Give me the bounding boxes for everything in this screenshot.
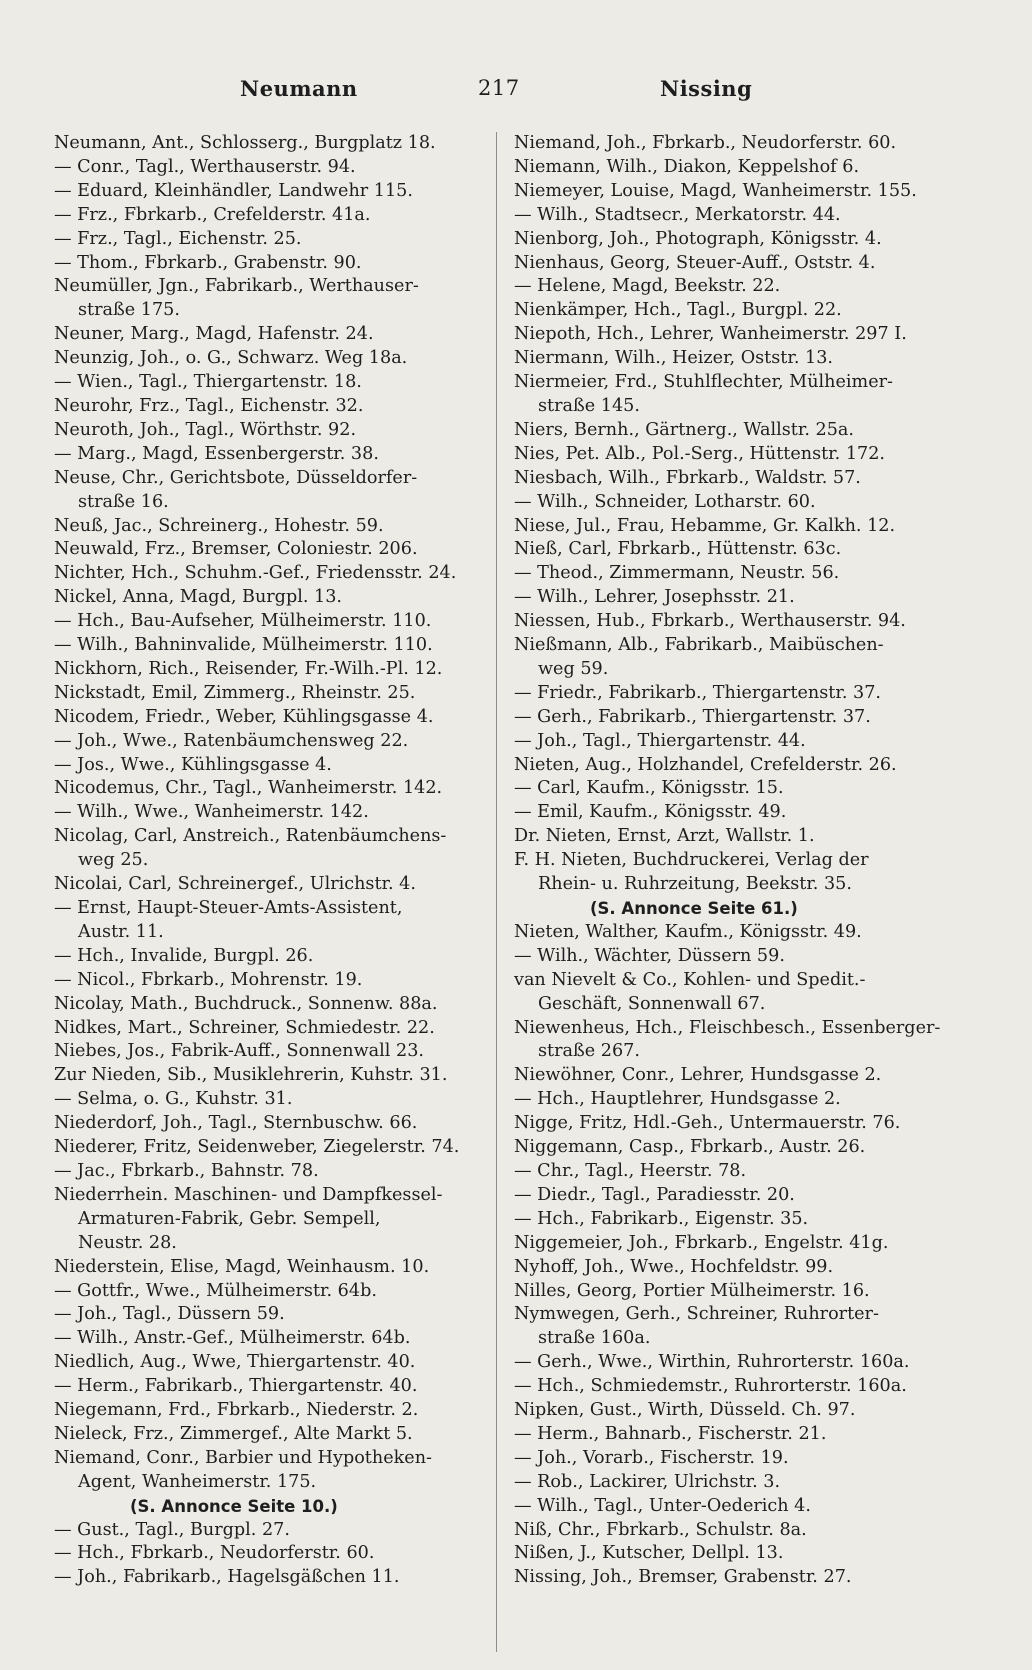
directory-entry: — Herm., Fabrikarb., Thiergartenstr. 40. [54, 1376, 418, 1397]
directory-entry: Austr. 11. [78, 921, 164, 942]
column-divider [496, 132, 497, 1652]
directory-entry: Zur Nieden, Sib., Musiklehrerin, Kuhstr. 31. [54, 1065, 448, 1086]
directory-entry: Neumüller, Jgn., Fabrikarb., Werthauser- [54, 276, 419, 297]
directory-entry: Neumann, Ant., Schlosserg., Burgplatz 18. [54, 133, 436, 153]
directory-entry: Nickel, Anna, Magd, Burgpl. 13. [54, 587, 343, 608]
directory-entry: — Wilh., Schneider, Lotharstr. 60. [514, 491, 816, 512]
directory-entry: — Friedr., Fabrikarb., Thiergartenstr. 37. [514, 682, 881, 703]
directory-entry: straße 16. [78, 491, 169, 512]
directory-entry: Nicolai, Carl, Schreinergef., Ulrichstr. 4. [54, 874, 416, 895]
directory-entry: Nymwegen, Gerh., Schreiner, Ruhrorter- [514, 1304, 879, 1325]
directory-entry: Neuß, Jac., Schreinerg., Hohestr. 59. [54, 515, 384, 536]
right-column [514, 132, 944, 1590]
directory-entry: — Rob., Lackirer, Ulrichstr. 3. [514, 1471, 781, 1492]
directory-entry: Nienborg, Joh., Photograph, Königsstr. 4. [514, 228, 882, 249]
directory-entry: Dr. Nieten, Ernst, Arzt, Wallstr. 1. [514, 826, 815, 847]
directory-entry: — Herm., Bahnarb., Fischerstr. 21. [514, 1423, 827, 1444]
directory-entry: Niederdorf, Joh., Tagl., Sternbuschw. 66. [54, 1113, 418, 1134]
left-column [54, 132, 482, 1590]
directory-entry: — Ernst, Haupt-Steuer-Amts-Assistent, [54, 898, 403, 918]
directory-entry: — Marg., Magd, Essenbergerstr. 38. [54, 443, 379, 464]
directory-entry: Nißen, J., Kutscher, Dellpl. 13. [514, 1543, 784, 1564]
directory-entry: Niewenheus, Hch., Fleischbesch., Essenberger- [514, 1017, 941, 1038]
directory-entry: Neuse, Chr., Gerichtsbote, Düsseldorfer- [54, 467, 418, 488]
directory-entry: — Joh., Tagl., Thiergartenstr. 44. [514, 730, 806, 751]
directory-entry: — Wilh., Lehrer, Josephsstr. 21. [514, 587, 795, 608]
directory-entry: — Hch., Invalide, Burgpl. 26. [54, 945, 314, 966]
directory-entry: — Thom., Fbrkarb., Grabenstr. 90. [54, 252, 362, 273]
directory-entry: F. H. Nieten, Buchdruckerei, Verlag der [514, 850, 869, 871]
directory-entry: Armaturen-Fabrik, Gebr. Sempell, [78, 1208, 381, 1229]
directory-entry: Niß, Chr., Fbrkarb., Schulstr. 8a. [514, 1519, 807, 1540]
directory-entry: — Theod., Zimmermann, Neustr. 56. [514, 563, 840, 584]
directory-entry: — Hch., Fbrkarb., Neudorferstr. 60. [54, 1543, 375, 1564]
directory-entry: Nieleck, Frz., Zimmergef., Alte Markt 5. [54, 1423, 413, 1444]
directory-entry: — Emil, Kaufm., Königsstr. 49. [514, 802, 787, 823]
directory-entry: Nicodemus, Chr., Tagl., Wanheimerstr. 142. [54, 778, 443, 799]
directory-entry: Niemeyer, Louise, Magd, Wanheimerstr. 155. [514, 180, 917, 201]
directory-entry: straße 145. [538, 395, 640, 416]
directory-entry: straße 160a. [538, 1328, 651, 1349]
directory-entry: — Jos., Wwe., Kühlingsgasse 4. [54, 754, 332, 775]
directory-entry: Nicolay, Math., Buchdruck., Sonnenw. 88a. [54, 993, 438, 1014]
directory-entry: Nyhoff, Joh., Wwe., Hochfeldstr. 99. [514, 1256, 834, 1277]
directory-entry: straße 267. [538, 1041, 640, 1062]
directory-entry: — Hch., Fabrikarb., Eigenstr. 35. [514, 1208, 809, 1229]
directory-entry: Nichter, Hch., Schuhm.-Gef., Friedensstr. 24. [54, 563, 457, 584]
directory-entry: — Conr., Tagl., Werthauserstr. 94. [54, 156, 356, 177]
directory-entry: Niemand, Conr., Barbier und Hypotheken- [54, 1447, 432, 1468]
directory-entry: Nießmann, Alb., Fabrikarb., Maibüschen- [514, 635, 884, 656]
directory-entry: Nieten, Walther, Kaufm., Königsstr. 49. [514, 921, 862, 942]
directory-entry: — Hch., Bau-Aufseher, Mülheimerstr. 110. [54, 611, 432, 632]
directory-entry: — Gerh., Wwe., Wirthin, Ruhrorterstr. 160a. [514, 1352, 910, 1373]
directory-entry: Niegemann, Frd., Fbrkarb., Niederstr. 2. [54, 1400, 419, 1421]
directory-entry: — Wilh., Wwe., Wanheimerstr. 142. [54, 802, 369, 823]
directory-entry: Niedlich, Aug., Wwe, Thiergartenstr. 40. [54, 1352, 416, 1373]
directory-entry: Niepoth, Hch., Lehrer, Wanheimerstr. 297 I. [514, 324, 907, 345]
directory-entry: Niebes, Jos., Fabrik-Auff., Sonnenwall 23. [54, 1041, 424, 1062]
directory-entry: Niermann, Wilh., Heizer, Oststr. 13. [514, 348, 833, 369]
directory-entry: Niggemeier, Joh., Fbrkarb., Engelstr. 41g. [514, 1232, 889, 1253]
directory-entry: weg 25. [78, 850, 149, 871]
directory-entry: — Gottfr., Wwe., Mülheimerstr. 64b. [54, 1280, 377, 1301]
directory-entry: Nickstadt, Emil, Zimmerg., Rheinstr. 25. [54, 682, 416, 703]
directory-entry: Nieten, Aug., Holzhandel, Crefelderstr. 26. [514, 754, 897, 775]
directory-entry: Niewöhner, Conr., Lehrer, Hundsgasse 2. [514, 1065, 882, 1086]
directory-entry: Neuwald, Frz., Bremser, Coloniestr. 206. [54, 539, 418, 560]
directory-entry: Rhein- u. Ruhrzeitung, Beekstr. 35. [538, 874, 852, 895]
page-number: 217 [478, 76, 520, 100]
directory-entry: Nilles, Georg, Portier Mülheimerstr. 16. [514, 1280, 870, 1301]
directory-entry: Nies, Pet. Alb., Pol.-Serg., Hüttenstr. 172. [514, 443, 886, 464]
directory-entry: — Joh., Tagl., Düssern 59. [54, 1304, 285, 1325]
directory-entry: Neustr. 28. [78, 1232, 177, 1253]
directory-entry: — Wilh., Stadtsecr., Merkatorstr. 44. [514, 204, 841, 225]
directory-entry: — Helene, Magd, Beekstr. 22. [514, 276, 781, 297]
directory-entry: Niederer, Fritz, Seidenweber, Ziegelerstr. 74. [54, 1137, 460, 1158]
directory-entry: Agent, Wanheimerstr. 175. [78, 1471, 317, 1492]
directory-entry: — Nicol., Fbrkarb., Mohrenstr. 19. [54, 969, 363, 990]
annonce-note: (S. Annonce Seite 10.) [130, 1496, 338, 1516]
directory-entry: Niederstein, Elise, Magd, Weinhausm. 10. [54, 1256, 430, 1277]
directory-entry: Nissing, Joh., Bremser, Grabenstr. 27. [514, 1567, 852, 1588]
directory-entry: — Frz., Fbrkarb., Crefelderstr. 41a. [54, 204, 371, 225]
directory-entry: — Wilh., Bahninvalide, Mülheimerstr. 110. [54, 635, 433, 656]
directory-entry: Niederrhein. Maschinen- und Dampfkessel- [54, 1184, 443, 1205]
directory-entry: Neunzig, Joh., o. G., Schwarz. Weg 18a. [54, 348, 408, 369]
directory-entry: Nigge, Fritz, Hdl.-Geh., Untermauerstr. 76. [514, 1113, 901, 1134]
directory-entry: Neuner, Marg., Magd, Hafenstr. 24. [54, 324, 374, 345]
directory-entry: — Frz., Tagl., Eichenstr. 25. [54, 228, 302, 249]
directory-entry: Nienhaus, Georg, Steuer-Auff., Oststr. 4. [514, 252, 876, 273]
running-header-right: Nissing [660, 76, 753, 101]
directory-entry: — Hch., Schmiedemstr., Ruhrorterstr. 160a. [514, 1376, 907, 1397]
directory-entry: Niemann, Wilh., Diakon, Keppelshof 6. [514, 156, 860, 177]
directory-entry: — Wien., Tagl., Thiergartenstr. 18. [54, 372, 362, 393]
annonce-note: (S. Annonce Seite 61.) [590, 899, 798, 918]
directory-entry: van Nievelt & Co., Kohlen- und Spedit.- [514, 969, 866, 990]
directory-entry: — Hch., Hauptlehrer, Hundsgasse 2. [514, 1089, 841, 1110]
directory-entry: Nicodem, Friedr., Weber, Kühlingsgasse 4. [54, 706, 434, 727]
directory-entry: Niessen, Hub., Fbrkarb., Werthauserstr. 94. [514, 611, 906, 632]
directory-entry: — Wilh., Anstr.-Gef., Mülheimerstr. 64b. [54, 1328, 411, 1349]
directory-entry: Geschäft, Sonnenwall 67. [538, 993, 766, 1014]
directory-entry: — Diedr., Tagl., Paradiesstr. 20. [514, 1184, 795, 1205]
directory-entry: straße 175. [78, 300, 180, 321]
directory-entry: Neuroth, Joh., Tagl., Wörthstr. 92. [54, 419, 357, 440]
directory-entry: — Joh., Wwe., Ratenbäumchensweg 22. [54, 730, 409, 751]
directory-entry: — Joh., Fabrikarb., Hagelsgäßchen 11. [54, 1567, 400, 1588]
directory-entry: Niese, Jul., Frau, Hebamme, Gr. Kalkh. 12. [514, 515, 896, 536]
directory-entry: Nickhorn, Rich., Reisender, Fr.-Wilh.-Pl. 12. [54, 658, 443, 679]
directory-entry: — Chr., Tagl., Heerstr. 78. [514, 1160, 747, 1181]
directory-entry: Neurohr, Frz., Tagl., Eichenstr. 32. [54, 395, 364, 416]
directory-entry: — Carl, Kaufm., Königsstr. 15. [514, 778, 784, 799]
directory-entry: Niemand, Joh., Fbrkarb., Neudorferstr. 60. [514, 133, 897, 153]
directory-entry: Niers, Bernh., Gärtnerg., Wallstr. 25a. [514, 419, 854, 440]
directory-entry: Nidkes, Mart., Schreiner, Schmiedestr. 22. [54, 1017, 435, 1038]
directory-entry: — Wilh., Tagl., Unter-Oederich 4. [514, 1495, 811, 1516]
directory-entry: — Selma, o. G., Kuhstr. 31. [54, 1089, 293, 1110]
directory-entry: Niesbach, Wilh., Fbrkarb., Waldstr. 57. [514, 467, 861, 488]
directory-entry: — Eduard, Kleinhändler, Landwehr 115. [54, 180, 413, 201]
directory-entry: Nienkämper, Hch., Tagl., Burgpl. 22. [514, 300, 842, 321]
directory-entry: Niggemann, Casp., Fbrkarb., Austr. 26. [514, 1137, 866, 1158]
directory-entry: — Jac., Fbrkarb., Bahnstr. 78. [54, 1160, 319, 1181]
directory-entry: — Gust., Tagl., Burgpl. 27. [54, 1519, 290, 1540]
directory-entry: Nipken, Gust., Wirth, Düsseld. Ch. 97. [514, 1400, 856, 1421]
running-header-left: Neumann [240, 76, 358, 101]
directory-entry: weg 59. [538, 658, 609, 679]
directory-entry: — Wilh., Wächter, Düssern 59. [514, 945, 785, 966]
directory-entry: — Gerh., Fabrikarb., Thiergartenstr. 37. [514, 706, 871, 727]
directory-entry: Nieß, Carl, Fbrkarb., Hüttenstr. 63c. [514, 539, 842, 560]
directory-entry: Nicolag, Carl, Anstreich., Ratenbäumchens- [54, 826, 447, 847]
directory-entry: Niermeier, Frd., Stuhlflechter, Mülheimer- [514, 372, 893, 393]
directory-entry: — Joh., Vorarb., Fischerstr. 19. [514, 1447, 789, 1468]
